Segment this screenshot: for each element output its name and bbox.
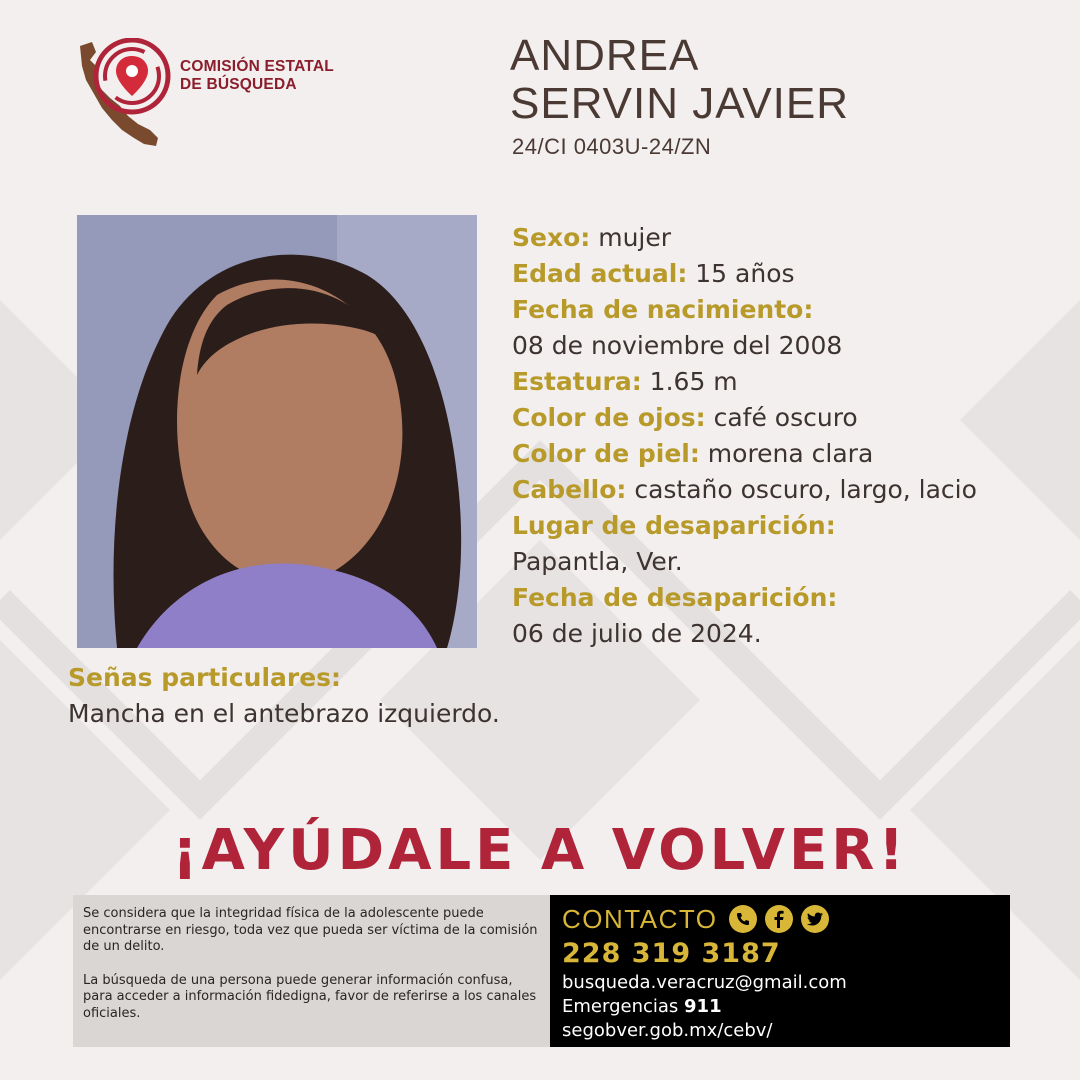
logo-line-1: COMISIÓN ESTATAL xyxy=(180,58,334,75)
detail-lugar-value: Papantla, Ver. xyxy=(512,547,683,576)
veracruz-map-location-icon xyxy=(72,38,172,150)
person-name xyxy=(510,32,849,128)
contact-box xyxy=(550,895,1010,1047)
detail-edad: Edad actual: 15 años xyxy=(512,259,795,288)
detail-nacimiento-value: 08 de noviembre del 2008 xyxy=(512,331,843,360)
marks-label: Señas particulares: xyxy=(68,663,342,692)
detail-estatura: Estatura: 1.65 m xyxy=(512,367,738,396)
contact-email[interactable]: busqueda.veracruz@gmail.com xyxy=(562,972,847,993)
person-details xyxy=(512,220,1052,652)
contact-phone[interactable]: 228 319 3187 xyxy=(562,938,781,969)
logo-line-2: DE BÚSQUEDA xyxy=(180,76,297,93)
emergency-number[interactable]: 911 xyxy=(684,996,722,1017)
contact-header xyxy=(562,901,998,937)
detail-sexo: Sexo: mujer xyxy=(512,223,672,252)
contact-website[interactable]: segobver.gob.mx/cebv/ xyxy=(562,1020,773,1041)
name-line-2: SERVIN JAVIER xyxy=(510,79,850,128)
facebook-icon[interactable] xyxy=(765,905,793,933)
twitter-icon[interactable] xyxy=(801,905,829,933)
detail-fecha-desaparicion-label: Fecha de desaparición: xyxy=(512,583,838,612)
detail-cabello: Cabello: castaño oscuro, largo, lacio xyxy=(512,475,977,504)
notice-paragraph-1: Se considera que la integridad física de la adolescente puede encontrarse en riesgo, toda vez que pueda ser víctima de la comisión de un delito. xyxy=(83,906,538,954)
phone-icon[interactable] xyxy=(729,905,757,933)
detail-fecha-desaparicion-value: 06 de julio de 2024. xyxy=(512,619,762,648)
notice-box xyxy=(73,895,550,1047)
slogan-heading: ¡AYÚDALE A VOLVER! xyxy=(172,818,908,883)
contact-title: CONTACTO xyxy=(562,903,718,934)
contact-emergency: Emergencias 911 xyxy=(562,996,722,1017)
detail-nacimiento-label: Fecha de nacimiento: xyxy=(512,295,814,324)
commission-logo xyxy=(72,38,372,153)
notice-paragraph-2: La búsqueda de una persona puede generar información confusa, para acceder a información fidedigna, favor de referirse a los canales oficiales. xyxy=(83,972,537,1021)
detail-lugar-label: Lugar de desaparición: xyxy=(512,511,836,540)
case-number: 24/CI 0403U-24/ZN xyxy=(512,134,712,159)
marks-value: Mancha en el antebrazo izquierdo. xyxy=(68,699,500,728)
detail-piel: Color de piel: morena clara xyxy=(512,439,874,468)
distinguishing-marks xyxy=(68,660,500,732)
name-line-1: ANDREA xyxy=(510,31,700,80)
person-photo xyxy=(77,215,477,648)
detail-ojos: Color de ojos: café oscuro xyxy=(512,403,858,432)
